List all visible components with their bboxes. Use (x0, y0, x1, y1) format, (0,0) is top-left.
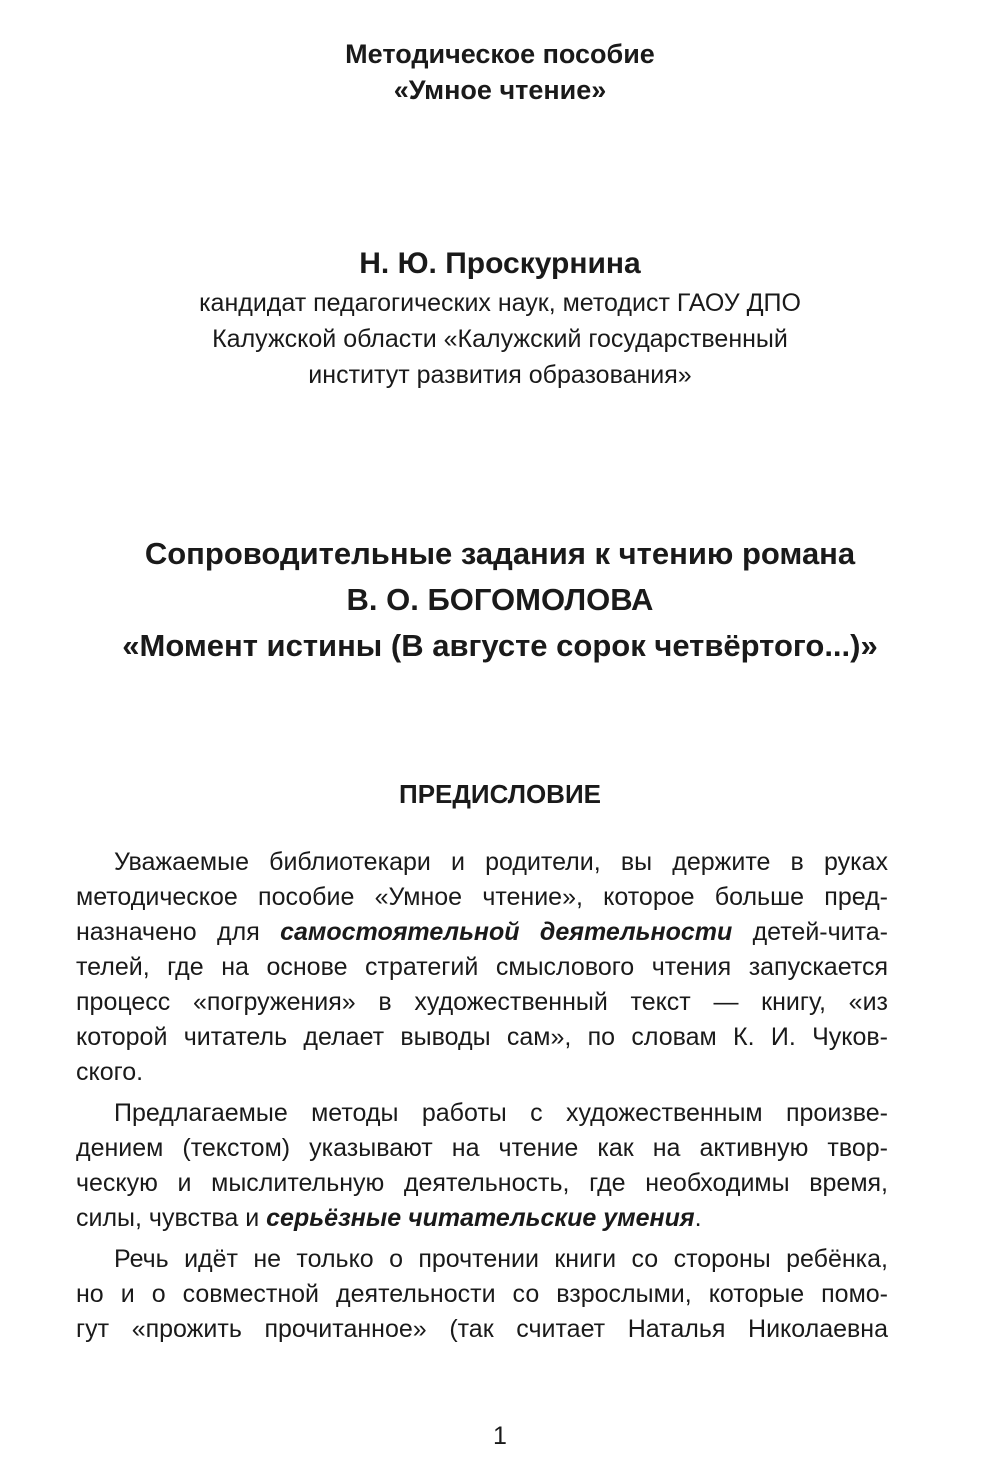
preface-heading: ПРЕДИСЛОВИЕ (399, 779, 601, 809)
publication-header (0, 36, 1000, 108)
text-line: Предлагаемые методы работы с художественным произве- (114, 1099, 888, 1127)
work-title-line-3: «Момент истины (В августе сорок четвёртого...)» (122, 628, 878, 663)
author-affiliation (0, 285, 1000, 393)
work-title-line-2: В. О. БОГОМОЛОВА (346, 582, 654, 617)
text-line: которой читатель делает выводы сам», по словам К. И. Чуков- (76, 1023, 888, 1051)
affiliation-line-3: институт развития образования» (308, 361, 692, 389)
text-line: Речь идёт не только о прочтении книги со стороны ребёнка, (114, 1245, 888, 1273)
affiliation-line-1: кандидат педагогических наук, методист ГАОУ ДПО (199, 289, 801, 317)
text-segment: детей-чита- (732, 918, 889, 946)
page-number: 1 (493, 1422, 507, 1450)
text-line (76, 915, 888, 950)
text-line (76, 1201, 888, 1236)
text-line: ского. (76, 1058, 144, 1086)
text-line: дением (текстом) указывают на чтение как на активную твор- (76, 1134, 888, 1162)
paragraph-1 (76, 845, 888, 1090)
header-line-1: Методическое пособие (345, 39, 655, 69)
text-line: Уважаемые библиотекари и родители, вы держите в руках (114, 848, 888, 876)
text-line: процесс «погружения» в художественный текст — книгу, «из (76, 988, 888, 1016)
emphasis-text: серьёзные читательские умения (266, 1204, 695, 1232)
text-segment: . (694, 1204, 702, 1232)
text-segment: силы, чувства и (76, 1204, 267, 1232)
header-line-2: «Умное чтение» (393, 75, 607, 105)
work-title-line-1: Сопроводительные задания к чтению романа (144, 536, 856, 571)
paragraph-3 (76, 1242, 888, 1347)
affiliation-line-2: Калужской области «Калужский государственный (212, 325, 788, 353)
text-segment: назначено для (76, 918, 281, 946)
text-line: методическое пособие «Умное чтение», которое больше пред- (76, 883, 888, 911)
text-line: но и о совместной деятельности со взрослыми, которые помо- (76, 1280, 888, 1308)
emphasis-text: самостоятельной деятельности (280, 918, 733, 946)
text-line: ческую и мыслительную деятельность, где необходимы время, (76, 1169, 888, 1197)
work-title (0, 531, 1000, 669)
preface-body (76, 845, 888, 1353)
paragraph-2 (76, 1096, 888, 1236)
text-line: телей, где на основе стратегий смыслового чтения запускается (76, 953, 888, 981)
author-name: Н. Ю. Проскурнина (359, 247, 641, 280)
text-line: гут «прожить прочитанное» (так считает Наталья Николаевна (76, 1315, 888, 1343)
